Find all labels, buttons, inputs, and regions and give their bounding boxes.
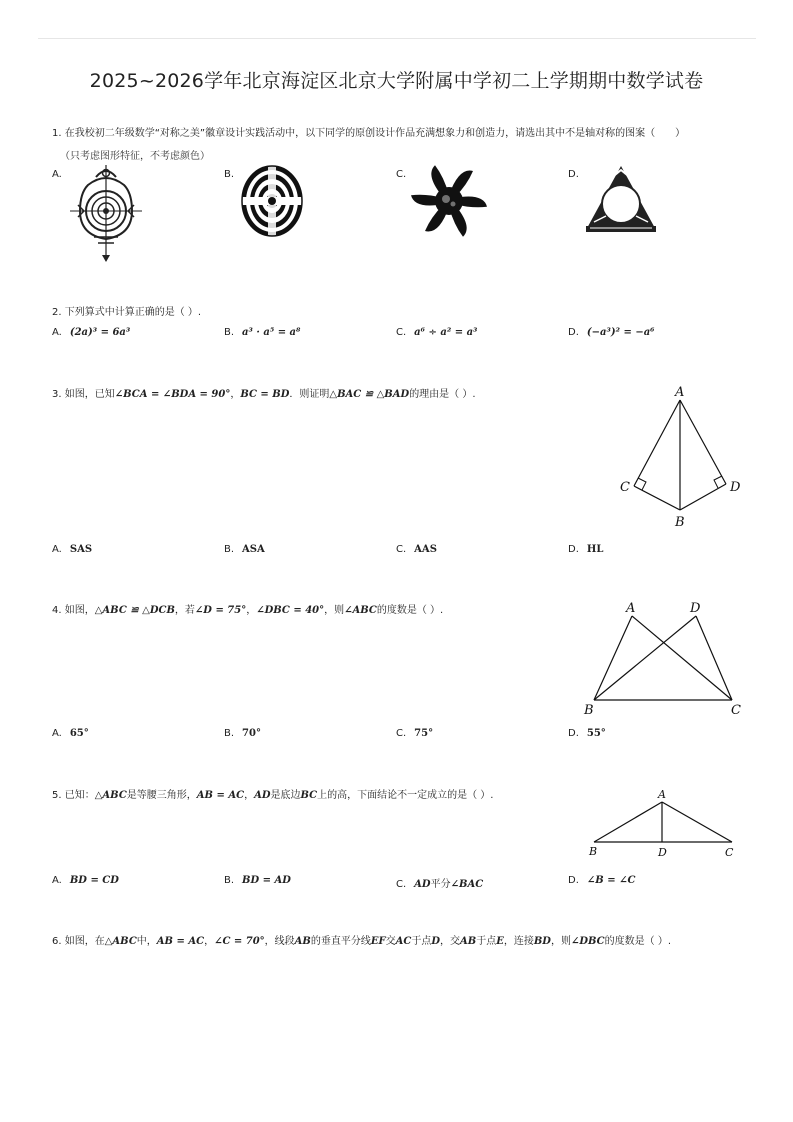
q4-figure-label-a: A <box>626 601 636 616</box>
q4-option-c-value: 75° <box>414 728 434 739</box>
q5-option-a-label: A. <box>52 875 62 886</box>
q3-figure-label-a: A <box>675 385 685 400</box>
q4-math-b: ∠D = 75° <box>194 605 247 616</box>
q4-figure-label-d: D <box>690 601 701 616</box>
q2-option-d[interactable] <box>568 327 655 338</box>
q6-text-g: 于点 <box>411 936 432 947</box>
q3-option-b[interactable] <box>224 544 265 555</box>
q5-math-a: △ABC <box>94 790 127 801</box>
q6-math-a: △ABC <box>104 936 137 947</box>
q4-option-d[interactable] <box>568 728 606 739</box>
question-1-text: 1. 在我校初二年级数学“对称之美”徽章设计实践活动中，以下同学的原创设计作品充满想象力和创造力，请选出其中不是轴对称的图案（ ） <box>52 128 686 139</box>
q6-text-b: 中， <box>136 936 157 947</box>
q5-figure-label-d: D <box>658 846 667 859</box>
q3-option-c-label: C. <box>396 544 407 555</box>
q2-option-a-label: A. <box>52 327 62 338</box>
q4-text-a: 4. 如图， <box>52 605 95 616</box>
q5-figure-label-c: C <box>725 846 734 859</box>
q4-option-a-label: A. <box>52 728 62 739</box>
q4-option-a-value: 65° <box>69 728 89 739</box>
q6-math-g: D <box>431 936 441 947</box>
q5-text-c: ， <box>244 790 255 801</box>
q6-math-j: BD <box>533 936 551 947</box>
q5-option-d[interactable] <box>568 875 635 886</box>
q2-option-c-label: C. <box>396 327 407 338</box>
q3-figure <box>610 380 750 530</box>
q5-figure-label-a: A <box>658 788 666 801</box>
q6-math-e: EF <box>370 936 386 947</box>
q1-option-c-label[interactable]: C. <box>396 169 407 180</box>
q1-option-d-label[interactable]: D. <box>568 169 579 180</box>
q5-math-b: AB = AC <box>196 790 245 801</box>
q3-text-c: ．则证明 <box>289 389 330 400</box>
q6-math-k: ∠DBC <box>570 936 605 947</box>
q6-text-a: 6. 如图，在 <box>52 936 105 947</box>
q3-option-c[interactable] <box>396 544 437 555</box>
q6-math-c: ∠C = 70° <box>214 936 265 947</box>
q2-option-b-label: B. <box>224 327 235 338</box>
q3-text-d: 的理由是（ ）. <box>409 389 476 400</box>
q4-figure-label-c: C <box>731 703 741 718</box>
q2-option-a-value: (2a)³ = 6a³ <box>69 327 131 338</box>
q4-option-b-label: B. <box>224 728 235 739</box>
q5-option-b[interactable] <box>224 875 291 886</box>
q3-text-b: ， <box>230 389 241 400</box>
q3-option-d-label: D. <box>568 544 579 555</box>
q4-text-d: ，则 <box>324 605 345 616</box>
q5-option-d-value: ∠B = ∠C <box>586 875 636 886</box>
q3-option-a-value: SAS <box>69 544 93 555</box>
q5-text-a: 5. 已知： <box>52 790 95 801</box>
q5-text-d: 是底边 <box>270 790 301 801</box>
question-3-text <box>52 388 476 402</box>
q5-option-a[interactable] <box>52 875 119 886</box>
q3-option-b-label: B. <box>224 544 235 555</box>
q5-option-c[interactable] <box>396 875 483 890</box>
q3-option-a-label: A. <box>52 544 62 555</box>
badge-a-image <box>66 163 146 263</box>
header-divider <box>38 38 756 39</box>
q4-text-b: ，若 <box>174 605 195 616</box>
q4-figure-label-b: B <box>584 703 594 718</box>
q6-text-l: 的度数是（ ）. <box>604 936 671 947</box>
q6-math-d: AB <box>294 936 311 947</box>
q4-math-a: △ABC ≌ △DCB <box>94 605 175 616</box>
q3-figure-label-d: D <box>730 480 741 495</box>
q2-option-b[interactable] <box>224 327 300 338</box>
q2-option-c-value: a⁶ ÷ a² = a³ <box>414 327 478 338</box>
badge-b-image <box>240 164 304 238</box>
q3-option-d[interactable] <box>568 544 603 555</box>
q5-option-b-label: B. <box>224 875 235 886</box>
q1-option-b-label[interactable]: B. <box>224 169 235 180</box>
q3-figure-label-c: C <box>620 480 630 495</box>
q2-option-d-value: (−a³)² = −a⁶ <box>586 327 655 338</box>
q3-text-a: 3. 如图，已知 <box>52 389 115 400</box>
q4-option-b[interactable] <box>224 728 261 739</box>
q6-text-f: 交 <box>385 936 396 947</box>
q1-option-a-label[interactable]: A. <box>52 169 62 180</box>
q3-figure-label-b: B <box>675 515 685 530</box>
q6-math-f: AC <box>395 936 412 947</box>
q2-option-b-value: a³ · a⁵ = a⁸ <box>242 327 301 338</box>
q3-math-c: △BAC ≌ △BAD <box>329 389 410 400</box>
q3-option-a[interactable] <box>52 544 92 555</box>
badge-c-image <box>412 164 486 238</box>
q4-math-c: ∠DBC = 40° <box>256 605 325 616</box>
q3-math-b: BC = BD <box>240 389 290 400</box>
q4-option-d-value: 55° <box>586 728 606 739</box>
q2-option-a[interactable] <box>52 327 130 338</box>
q5-option-a-value: BD = CD <box>69 875 119 886</box>
q5-math-d: BC <box>300 790 318 801</box>
q5-figure-label-b: B <box>589 845 598 858</box>
q3-option-b-value: ASA <box>242 544 265 555</box>
q5-math-c: AD <box>254 790 271 801</box>
q6-math-i: E <box>496 936 504 947</box>
q2-option-c[interactable] <box>396 327 477 338</box>
q6-text-k: ，则 <box>550 936 571 947</box>
q6-text-j: ，连接 <box>503 936 534 947</box>
q4-option-a[interactable] <box>52 728 89 739</box>
q4-option-b-value: 70° <box>242 728 261 739</box>
q4-option-c[interactable] <box>396 728 433 739</box>
q5-figure <box>584 784 744 864</box>
question-6-text <box>52 935 671 949</box>
badge-d-image <box>584 164 658 238</box>
q6-text-d: ，线段 <box>264 936 295 947</box>
question-4-text <box>52 604 443 618</box>
q4-option-c-label: C. <box>396 728 407 739</box>
q5-option-c-math2: ∠BAC <box>450 879 484 890</box>
q5-option-d-label: D. <box>568 875 579 886</box>
q6-text-e: 的垂直平分线 <box>310 936 371 947</box>
q6-text-i: 于点 <box>476 936 497 947</box>
q3-option-c-value: AAS <box>414 544 437 555</box>
q4-option-d-label: D. <box>568 728 579 739</box>
q6-math-h: AB <box>460 936 477 947</box>
q4-text-c: ， <box>246 605 257 616</box>
q5-option-c-math1: AD <box>414 879 431 890</box>
q6-math-b: AB = AC <box>156 936 205 947</box>
q5-option-c-label: C. <box>396 879 407 890</box>
q4-math-d: ∠ABC <box>344 605 377 616</box>
q5-text-e: 上的高，下面结论不一定成立的是（ ）. <box>317 790 494 801</box>
page-title: 2025~2026学年北京海淀区北京大学附属中学初二上学期期中数学试卷 <box>89 70 704 92</box>
q6-text-c: ， <box>204 936 215 947</box>
q2-option-d-label: D. <box>568 327 579 338</box>
q4-figure <box>580 598 750 718</box>
q6-text-h: ，交 <box>440 936 461 947</box>
q5-option-b-value: BD = AD <box>242 875 291 886</box>
question-2-text: 2. 下列算式中计算正确的是（ ）. <box>52 307 202 318</box>
question-5-text <box>52 789 493 803</box>
question-1-note: （只考虑图形特征，不考虑颜色） <box>60 151 210 162</box>
q5-text-b: 是等腰三角形， <box>126 790 197 801</box>
q5-option-c-text: 平分 <box>430 879 451 890</box>
q4-text-e: 的度数是（ ）. <box>376 605 444 616</box>
q3-math-a: ∠BCA = ∠BDA = 90° <box>114 389 231 400</box>
q3-option-d-value: HL <box>586 544 604 555</box>
